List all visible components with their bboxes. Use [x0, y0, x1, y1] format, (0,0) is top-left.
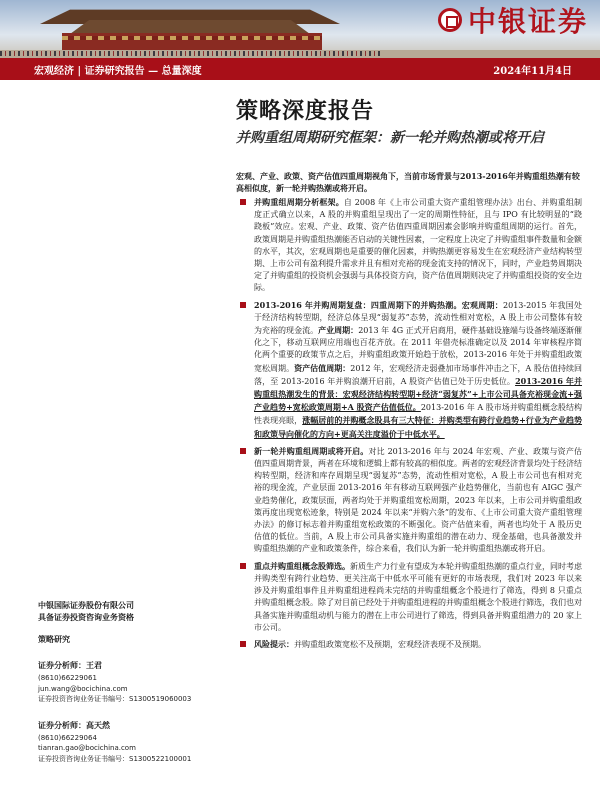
section-text: 2012 年，宏观经济走弱叠加市场事件冲击之下，A 股估值持续回落，至 2013-2016 年并购浪潮开启前，A 股资产估值已处于历史低位。	[254, 363, 582, 386]
analyst-name: 证券分析师：王君	[38, 661, 102, 670]
section-lead: 新一轮并购重组周期或将开启。	[254, 445, 369, 456]
analyst-phone: (8610)66229061	[38, 674, 97, 682]
report-subtitle: 并购重组周期研究框架：新一轮并购热潮或将开启	[236, 130, 544, 146]
section-lead: 重点并购重组概念股筛选。	[254, 560, 350, 571]
analyst-card	[38, 659, 218, 705]
sidebar-info	[38, 600, 218, 764]
section-screening	[236, 560, 582, 634]
org-name: 中银国际证券股份有限公司	[38, 601, 134, 610]
report-category: 宏观经济 | 证券研究报告 — 总量深度	[34, 65, 202, 77]
square-bullet-icon	[240, 302, 246, 308]
square-bullet-icon	[240, 641, 246, 647]
department: 策略研究	[38, 635, 70, 644]
analyst-email[interactable]: jun.wang@bocichina.com	[38, 684, 128, 693]
report-summary: 宏观、产业、政策、资产估值四重周期视角下，当前市场背景与2013-2016年并购重组热潮有较高相似度，新一轮并购热潮或将开启。	[236, 171, 580, 193]
analyst-name: 证券分析师：高天然	[38, 720, 110, 730]
org-qualification: 具备证券投资咨询业务资格	[38, 613, 134, 622]
section-text: 并购重组政策宽松不及预期，宏观经济表现不及预期。	[294, 639, 486, 649]
brand-name: 中银证券	[467, 5, 588, 38]
analyst-phone: (8610)66229064	[38, 733, 97, 742]
section-new-cycle	[236, 445, 582, 556]
section-highlight: 涨幅居前的并购概念股具有三大特征：并购类型有跨行业趋势+行业为产业趋势和政策导向催化的方向+更高关注度溢价于中低水平。	[254, 415, 583, 439]
section-lead: 风险提示：	[254, 638, 294, 649]
palace-hall-facade	[62, 33, 322, 51]
section-sublead: 资产估值周期：	[294, 362, 351, 373]
report-date: 2024年11月4日	[493, 65, 572, 77]
section-text: 2013-2016 年 A 股市场并购重组概念股结构性表现亮眼，	[254, 403, 582, 426]
section-framework	[236, 196, 582, 295]
square-bullet-icon	[240, 563, 246, 569]
palace-roof-lower	[70, 20, 310, 34]
crowd-decoration	[0, 51, 380, 56]
report-title: 策略深度报告	[236, 98, 375, 124]
square-bullet-icon	[240, 199, 246, 205]
section-lead: 2013-2016 年并购周期复盘：四重周期下的并购热潮。宏观周期：	[254, 299, 504, 310]
section-text: 2013-2015 年我国处于经济结构转型期，经济总体呈现“弱复苏”态势，流动性相对宽松，A 股上市公司整体有较为充裕的现金流。	[254, 300, 582, 336]
section-sublead: 产业周期：	[318, 325, 359, 336]
section-text: 对比 2013-2016 年与 2024 年宏观、产业、政策与资产估值四重周期背景，两者在环境和逻辑上都有较高的相似度。两者的宏观经济背景均处于经济结构转型期，经济和库存周期呈现“弱复苏”态势，流动性相对宽松，A 股上市公司也有相对充裕的现金流，产业层面 2013-2016 年有移动互联网强产业趋势催化，当前也有 AIGC 强产业趋势催化，政策层面，两者均处于并购重组宽松周期，2023 年以来，上市公司并购重组政策再度出现宽松迹象，特别是 2024 年以来“并购六条”的发布、《上市公司重大资产重组管理办法》的修订标志着并购重组宽松政策的不断强化。资产估值来看，两者也均处于 A 股历史估值的低位。当前，A 股上市公司具备实施并购重组的潜在动力、现金基础，也具备激发并购重组热潮的产业和政策条件，综合来看，我们认为新一轮并购重组热潮或将开启。	[254, 446, 583, 554]
section-highlight: 2013-2016 年并购重组热潮发生的背景：宏观经济结构转型期+经济“弱复苏”+上市公司具备充裕现金流+强产业趋势+宽松政策周期+A 股资产估值低位。	[254, 375, 583, 413]
brand-logo	[438, 0, 588, 40]
analyst-email[interactable]: tianran.gao@bocichina.com	[38, 744, 136, 752]
main-content	[236, 196, 582, 655]
section-review	[236, 299, 582, 441]
analyst-license: 证券投资咨询业务证书编号：S1300519060003	[38, 695, 192, 703]
analyst-card	[38, 719, 218, 765]
section-lead: 并购重组周期分析框架。	[254, 197, 344, 207]
section-risk	[236, 638, 582, 651]
section-text: 2013 年 4G 正式开启商用，硬件基础设施端与设备终端逐渐催化之下，移动互联网应用端也百花齐放。在 2011 年借壳标准确定以及 2014 年审核程序简化两个重要的政策节点之后，并购重组政策开始趋于放松，2013-2016 年处于并购重组政策宽松周期。	[254, 326, 583, 373]
section-text: 自 2008 年《上市公司重大资产重组管理办法》出台、并购重组制度正式确立以来，A 股的并购重组呈现出了一定的周期性特征，且与 IPO 有比较明显的“跷跷板”效应。宏观、产业、政策、资产估值四重周期因素会影响并购重组周期的运行。首先，政策周期是并购重组热潮能否启动的关键性因素，一定程度上决定了并购重组事件数量和金额的水平，其次，宏观周期也是重要的催化因素，并购热潮更容易发生在宏观经济产业结构转型期、上市公司有盈利提升需求并且有相对充裕的现金流支持的情况下，同时，产业趋势周期决定了并购重组的投资机会强弱与具体投资方向，资产估值周期则决定了并购重组投资的安全边际。	[254, 198, 583, 293]
analyst-license: 证券投资咨询业务证书编号：S1300522100001	[38, 754, 192, 763]
square-bullet-icon	[240, 448, 246, 454]
section-text: 新质生产力行业有望成为本轮并购重组热潮的重点行业，同时考虑并购类型有跨行业趋势、更关注高于中低水平可能有更好的市场表现，我们对 2023 年以来涉及并购重组事件且并购重组进程尚未完结的并购重组概念个股进行了筛选，得到 8 只重点并购重组概念股。除了对目前已经处于并购重组进程的并购重组概念个股进行筛选，我们也对具备实施并购重组动机与能力的潜在上市公司进行了筛选，得到具备并购重组潜力的 20 家上市公司。	[254, 561, 582, 632]
category-bar	[0, 58, 600, 80]
header-banner-image	[0, 0, 600, 58]
bank-of-china-logo-icon	[438, 8, 462, 32]
